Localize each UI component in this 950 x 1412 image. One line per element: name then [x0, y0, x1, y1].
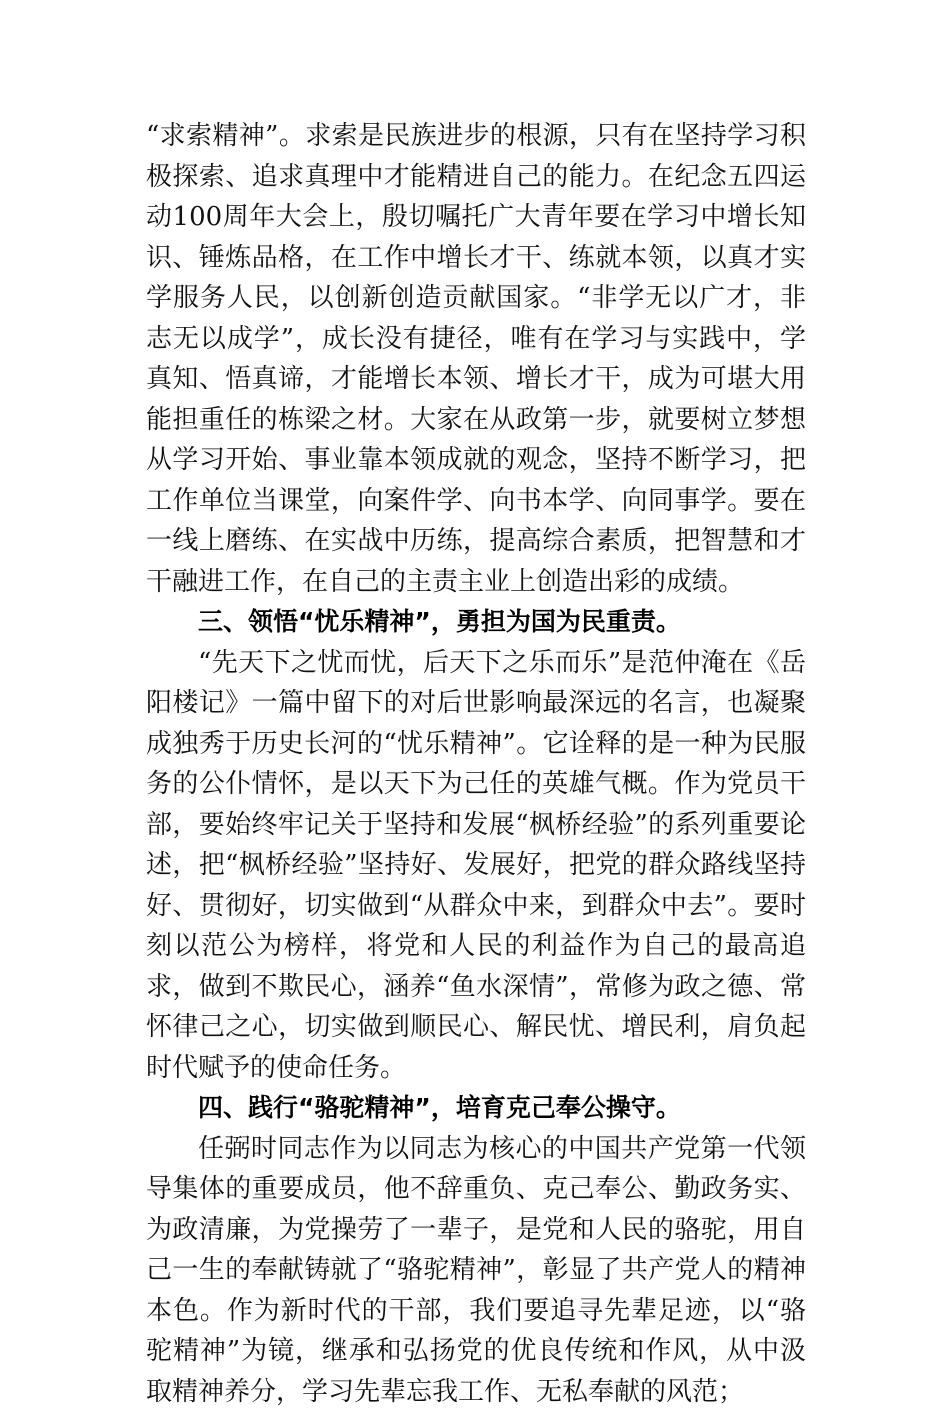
body-paragraph-qiusuo: “求索精神”。求索是民族进步的根源，只有在坚持学习积极探索、追求真理中才能精进自己的能力。在纪念五四运动100周年大会上，殷切嘱托广大青年要在学习中增长知识、锤炼品格，在工作中增长才干、练就本领，以真才实学服务人民，以创新创造贡献国家。“非学无以广才，非志无以成学”，成长没有捷径，唯有在学习与实践中，学真知、悟真谛，才能增长本领、增长才干，成为可堪大用能担重任的栋梁之材。大家在从政第一步，就要树立梦想从学习开始、事业靠本领成就的观念，坚持不断学习，把工作单位当课堂，向案件学、向书本学、向同事学。要在一线上磨练、在实战中历练，提高综合素质，把智慧和才干融进工作，在自己的主责主业上创造出彩的成绩。: [146, 116, 806, 602]
section-heading-4: 四、践行“骆驼精神”，培育克己奉公操守。: [146, 1088, 806, 1129]
body-paragraph-luotuo: 任弼时同志作为以同志为核心的中国共产党第一代领导集体的重要成员，他不辞重负、克己奉公、勤政务实、为政清廉，为党操劳了一辈子，是党和人民的骆驼，用自己一生的奉献铸就了“骆驼精神”，彰显了共产党人的精神本色。作为新时代的干部，我们要追寻先辈足迹，以“骆驼精神”为镜，继承和弘扬党的优良传统和作风，从中汲取精神养分，学习先辈忘我工作、无私奉献的风范；: [146, 1129, 806, 1412]
body-paragraph-youle: “先天下之忧而忧，后天下之乐而乐”是范仲淹在《岳阳楼记》一篇中留下的对后世影响最深远的名言，也凝聚成独秀于历史长河的“忧乐精神”。它诠释的是一种为民服务的公仆情怀，是以天下为己任的英雄气概。作为党员干部，要始终牢记关于坚持和发展“枫桥经验”的系列重要论述，把“枫桥经验”坚持好、发展好，把党的群众路线坚持好、贯彻好，切实做到“从群众中来，到群众中去”。要时刻以范公为榜样，将党和人民的利益作为自己的最高追求，做到不欺民心，涵养“鱼水深情”，常修为政之德、常怀律己之心，切实做到顺民心、解民忧、增民利，肩负起时代赋予的使命任务。: [146, 643, 806, 1089]
document-body: [146, 116, 806, 1412]
section-heading-3: 三、领悟“忧乐精神”，勇担为国为民重责。: [146, 602, 806, 643]
